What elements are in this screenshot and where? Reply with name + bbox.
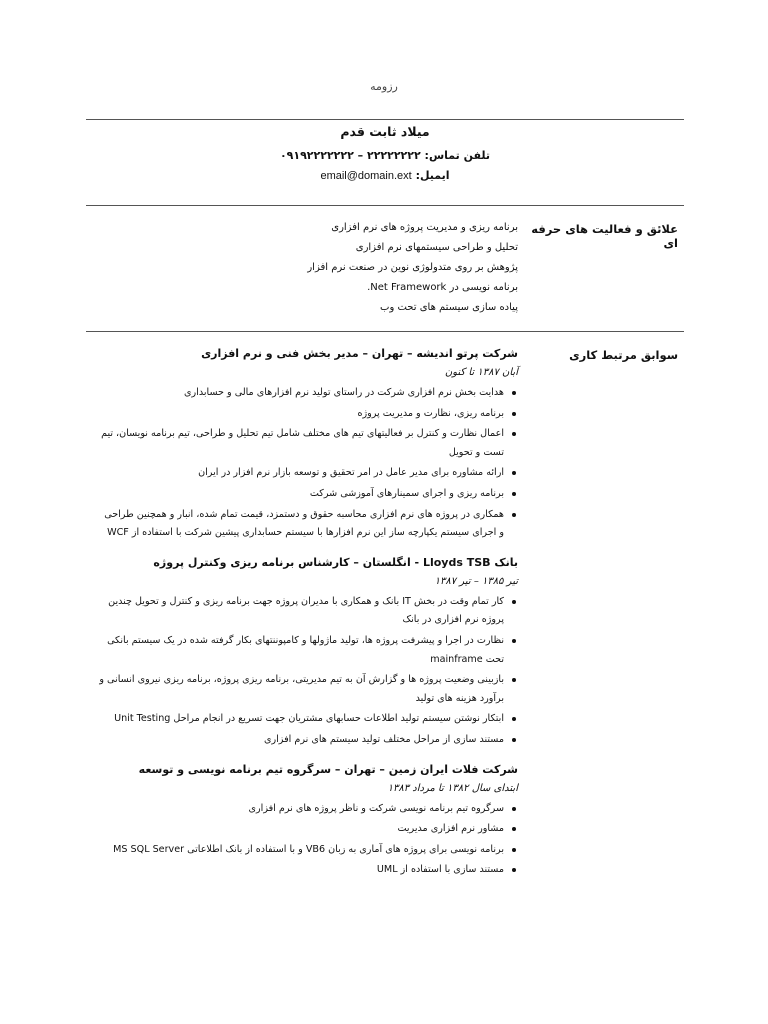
email-line (86, 166, 684, 186)
divider-after-interests (86, 331, 684, 332)
list-item: ارائه مشاوره برای مدیر عامل در امر تحقیق و توسعه بازار نرم افزار در ایران (98, 464, 504, 483)
job-date: تیر ۱۳۸۵ – تیر ۱۳۸۷ (434, 575, 518, 587)
list-item: بازبینی وضعیت پروژه ها و گزارش آن به تیم مدیریتی، برنامه ریزی پروژه، برنامه ریزی نیروی انسانی و برآورد هزینه های تولید (98, 671, 504, 708)
list-item: نظارت در اجرا و پیشرفت پروژه ها، تولید ماژولها و کامپوننتهای بکار گرفته شده در یک سیستم بانکی تحت mainframe (98, 632, 504, 669)
bullet-icon (512, 432, 516, 436)
phone-line (86, 146, 684, 166)
bullet-icon (512, 600, 516, 604)
contact-header (86, 124, 684, 186)
job-bullets (98, 800, 518, 880)
list-item: برنامه ریزی و اجرای سمینارهای آموزشی شرکت (98, 485, 504, 504)
bullet-icon (512, 848, 516, 852)
person-name: میلاد ثابت قدم (340, 124, 430, 139)
job-title: بانک Lloyds TSB - انگلستان – کارشناس برنامه ریزی وکنترل پروژه (153, 555, 518, 569)
list-item: ابتکار نوشتن سیستم تولید اطلاعات حسابهای مشتریان جهت تسریع در انجام مراحل Unit Testing (98, 710, 504, 729)
list-item: برنامه نویسی برای پروژه های آماری به زبان VB6 و با استفاده از بانک اطلاعاتی MS SQL Server (98, 841, 504, 860)
email-label: ایمیل: (415, 169, 450, 182)
list-item: مشاور نرم افزاری مدیریت (98, 820, 504, 839)
bullet-icon (512, 492, 516, 496)
job-entry (98, 760, 518, 880)
list-item: برنامه ریزی، نظارت و مدیریت پروژه (98, 405, 504, 424)
list-item: برنامه نویسی در Net Framework. (367, 282, 518, 293)
interests-section (98, 218, 518, 318)
bullet-icon (512, 391, 516, 395)
list-item: پژوهش بر روی متدولوژی نوین در صنعت نرم افزار (307, 262, 518, 273)
job-bullets (98, 593, 518, 750)
list-item: سرگروه تیم برنامه نویسی شرکت و ناظر پروژه های نرم افزاری (98, 800, 504, 819)
bullet-icon (512, 678, 516, 682)
divider-after-header (86, 205, 684, 206)
job-entry (98, 553, 518, 750)
phone-label: تلفن تماس: (424, 149, 491, 162)
bullet-icon (512, 471, 516, 475)
interests-label: علائق و فعالیت های حرفه ای (531, 222, 678, 250)
experience-section (98, 344, 518, 890)
job-title: شرکت فلات ایران زمین – تهران – سرگروه تیم برنامه نویسی و توسعه (138, 762, 518, 776)
list-item: پیاده سازی سیستم های تحت وب (380, 302, 518, 313)
email-value[interactable]: email@domain.ext (320, 170, 412, 182)
interests-list (98, 218, 518, 318)
list-item: مستند سازی از مراحل مختلف تولید سیستم های نرم افزاری (98, 731, 504, 750)
list-item: کار تمام وقت در بخش IT بانک و همکاری با مدیران پروژه جهت برنامه ریزی و کنترل و تحویل چندین پروژه نرم افزاری در بانک (98, 593, 504, 630)
phone-value: ۲۲۲۲۲۲۲۲ – ۰۹۱۹۲۲۲۲۲۲۲ (279, 149, 421, 162)
job-date: آبان ۱۳۸۷ تا کنون (444, 367, 518, 378)
page-title: رزومه (370, 80, 398, 93)
list-item: هدایت بخش نرم افزاری شرکت در راستای تولید نرم افزارهای مالی و حسابداری (98, 384, 504, 403)
list-item: همکاری در پروژه های نرم افزاری محاسبه حقوق و دستمزد، قیمت تمام شده، انبار و همچنین طراحی و اجرای سیستم یکپارچه ساز این نرم افزارها با سیستم حسابداری پیشین شرکت با استفاده از WCF (98, 506, 504, 543)
job-date: ابتدای سال ۱۳۸۲ تا مرداد ۱۳۸۳ (387, 782, 518, 794)
bullet-icon (512, 717, 516, 721)
list-item: مستند سازی با استفاده از UML (98, 861, 504, 880)
bullet-icon (512, 639, 516, 643)
bullet-icon (512, 827, 516, 831)
list-item: تحلیل و طراحی سیستمهای نرم افزاری (355, 242, 518, 253)
job-bullets (98, 384, 518, 543)
list-item: اعمال نظارت و کنترل بر فعالیتهای تیم های مختلف شامل تیم تحلیل و طراحی، تیم برنامه نویسان، تیم تست و تحویل (98, 425, 504, 462)
bullet-icon (512, 868, 516, 872)
bullet-icon (512, 412, 516, 416)
bullet-icon (512, 738, 516, 742)
list-item: برنامه ریزی و مدیریت پروژه های نرم افزاری (331, 222, 518, 233)
experience-label: سوابق مرتبط کاری (569, 348, 678, 362)
bullet-icon (512, 807, 516, 811)
job-entry (98, 344, 518, 543)
bullet-icon (512, 513, 516, 517)
divider-top (86, 119, 684, 120)
job-title: شرکت پرتو اندیشه – تهران – مدیر بخش فنی و نرم افزاری (201, 347, 518, 360)
